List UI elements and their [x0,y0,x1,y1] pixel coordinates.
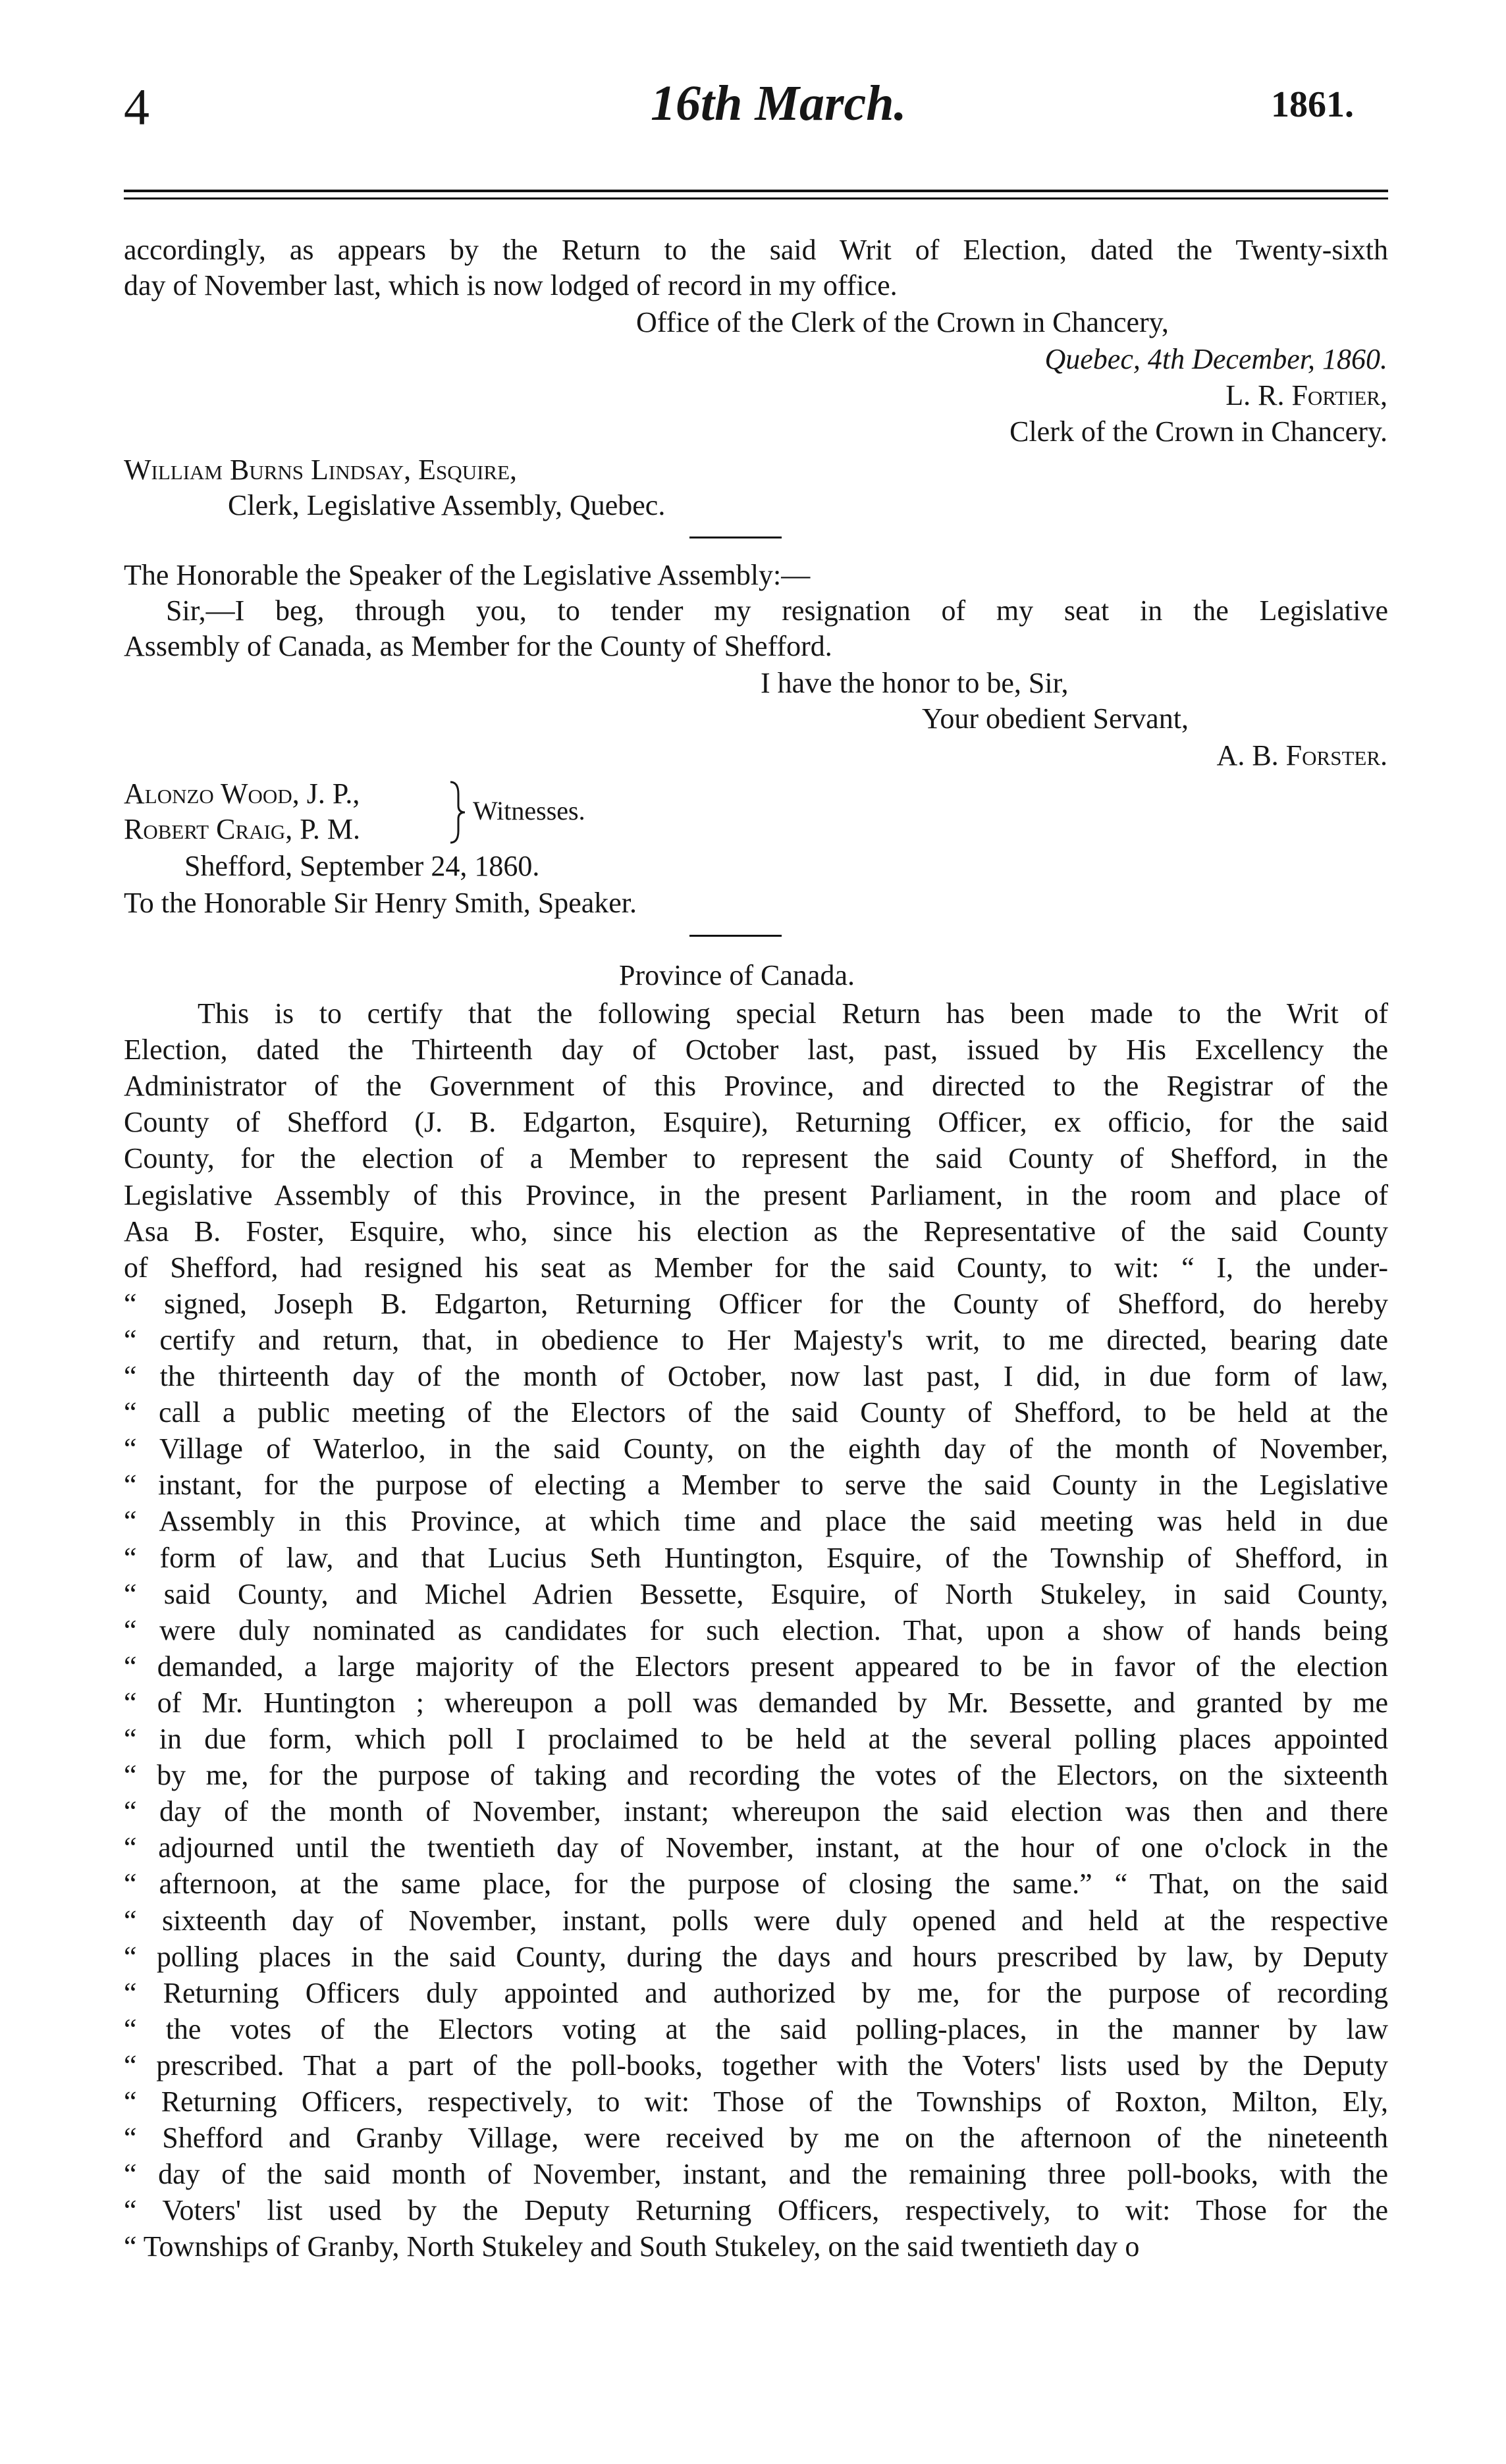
letter-place-date: Shefford, September 24, 1860. [184,850,540,882]
notice-line: accordingly, as appears by the Return to the said Writ of Election, dated the Twenty-sixth [124,234,1388,266]
certificate-line: Legislative Assembly of this Province, in the present Parliament, in the room and place of [124,1178,1388,1211]
certificate-line: Administrator of the Government of this Province, and directed to the Registrar of the [124,1070,1388,1103]
addressee-title: Clerk, Legislative Assembly, Quebec. [228,489,666,521]
certificate-line: “ sixteenth day of November, instant, polls were duly opened and held at the respective [124,1904,1388,1937]
certificate-heading: Province of Canada. [619,959,855,991]
certificate-line: “ Townships of Granby, North Stukeley and South Stukeley, on the said twentieth day o [124,2230,1140,2263]
witness-name: Alonzo Wood, J. P., [124,777,360,810]
certificate-line: “ Shefford and Granby Village, were received by me on the afternoon of the nineteenth [124,2122,1388,2155]
certificate-line: “ Voters' list used by the Deputy Returning Officers, respectively, to wit: Those for the [124,2194,1388,2227]
witness-name: Robert Craig, P. M. [124,813,360,845]
certificate-line: “ polling places in the said County, during the days and hours prescribed by law, by Deputy [124,1940,1388,1973]
certificate-line: Asa B. Foster, Esquire, who, since his election as the Representative of the said County [124,1215,1388,1247]
certificate-line: “ call a public meeting of the Electors of the said County of Shefford, to be held at the [124,1396,1388,1429]
witnesses-label: Witnesses. [473,796,585,826]
clerk-title: Clerk of the Crown in Chancery. [1009,415,1387,448]
certificate-line: “ of Mr. Huntington ; whereupon a poll was demanded by Mr. Bessette, and granted by me [124,1686,1388,1719]
certificate-line: “ day of the month of November, instant; whereupon the said election was then and there [124,1795,1388,1828]
witness-brace [448,779,468,845]
certificate-line: “ Returning Officers duly appointed and authorized by me, for the purpose of recording [124,1976,1388,2009]
certificate-line: “ were duly nominated as candidates for such election. That, upon a show of hands being [124,1613,1388,1646]
header-rule-top [124,190,1388,192]
certificate-line: “ instant, for the purpose of electing a Member to serve the said County in the Legislative [124,1469,1388,1502]
letter-closing: I have the honor to be, Sir, [761,667,1069,699]
certificate-line: “ certify and return, that, in obedience to Her Majesty's writ, to me directed, bearing date [124,1323,1388,1356]
notice-line: day of November last, which is now lodged of record in my office. [124,269,898,301]
certificate-line: County, for the election of a Member to represent the said County of Shefford, in the [124,1142,1388,1175]
certificate-line: “ Village of Waterloo, in the said County, on the eighth day of the month of November, [124,1432,1388,1465]
letter-closing: Your obedient Servant, [922,702,1189,735]
section-divider [689,935,782,937]
certificate-line: “ prescribed. That a part of the poll-books, together with the Voters' lists used by the Deputy [124,2049,1388,2082]
certificate-line: “ Returning Officers, respectively, to wit: Those of the Townships of Roxton, Milton, Ely, [124,2085,1388,2118]
letter-salutation: The Honorable the Speaker of the Legislative Assembly:— [124,559,811,591]
page-number: 4 [124,78,149,136]
page-year: 1861. [1271,84,1354,125]
certificate-line: “ by me, for the purpose of taking and recording the votes of the Electors, on the sixteenth [124,1759,1388,1792]
certificate-line: “ adjourned until the twentieth day of November, instant, at the hour of one o'clock in the [124,1831,1388,1864]
certificate-line: “ signed, Joseph B. Edgarton, Returning Officer for the County of Shefford, do hereby [124,1287,1388,1320]
office-line: Office of the Clerk of the Crown in Chancery, [636,306,1169,338]
letter-signature: A. B. Forster. [1216,739,1387,772]
letter-body-line: Assembly of Canada, as Member for the County of Shefford. [124,630,832,662]
certificate-line: “ day of the said month of November, instant, and the remaining three poll-books, with the [124,2158,1388,2191]
certificate-line: County of Shefford (J. B. Edgarton, Esquire), Returning Officer, ex officio, for the said [124,1106,1388,1139]
clerk-signature: L. R. Fortier, [1225,379,1387,411]
addressee-name: William Burns Lindsay, Esquire, [124,454,518,486]
section-divider [689,537,782,538]
certificate-line: Election, dated the Thirteenth day of October last, past, issued by His Excellency the [124,1034,1388,1066]
page-title: 16th March. [651,76,907,131]
certificate-line: “ the votes of the Electors voting at the said polling-places, in the manner by law [124,2012,1388,2045]
certificate-line: “ afternoon, at the same place, for the purpose of closing the same.” “ That, on the said [124,1868,1388,1900]
certificate-line: This is to certify that the following special Return has been made to the Writ of [198,997,1388,1030]
certificate-line: “ Assembly in this Province, at which time and place the said meeting was held in due [124,1505,1388,1538]
certificate-line: of Shefford, had resigned his seat as Member for the said County, to wit: “ I, the under- [124,1251,1388,1284]
certificate-line: “ the thirteenth day of the month of October, now last past, I did, in due form of law, [124,1360,1388,1392]
certificate-line: “ form of law, and that Lucius Seth Huntington, Esquire, of the Township of Shefford, in [124,1541,1388,1574]
certificate-line: “ in due form, which poll I proclaimed to be held at the several polling places appointed [124,1723,1388,1755]
letter-to-line: To the Honorable Sir Henry Smith, Speaker. [124,887,637,919]
header-rule-bottom [124,197,1388,199]
office-place-date: Quebec, 4th December, 1860. [1044,343,1387,375]
letter-body-line: Sir,—I beg, through you, to tender my resignation of my seat in the Legislative [166,594,1388,627]
certificate-line: “ said County, and Michel Adrien Bessette, Esquire, of North Stukeley, in said County, [124,1577,1388,1610]
certificate-line: “ demanded, a large majority of the Electors present appeared to be in favor of the election [124,1650,1388,1683]
